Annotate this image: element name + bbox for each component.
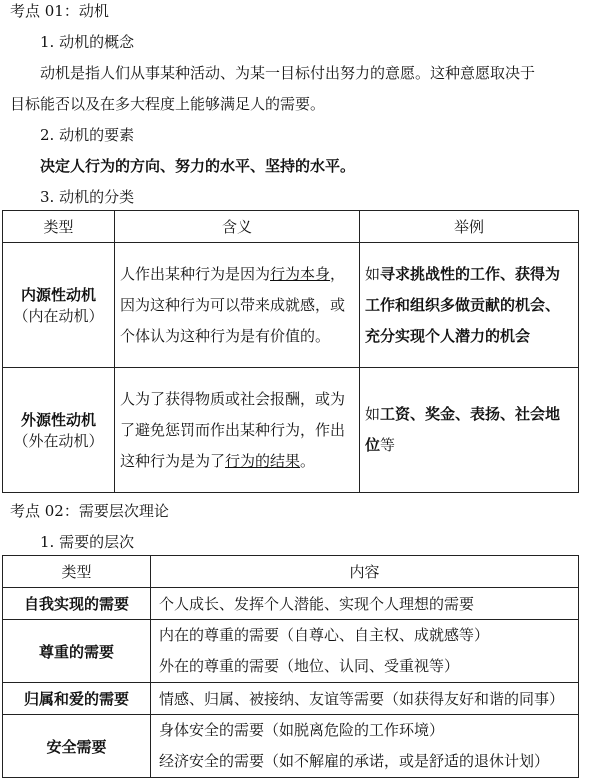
meaning-pre: 人为了获得物质或社会报酬，或为了避免惩罚而作出某种行为，作出这种行为是为了: [120, 389, 346, 470]
table1-header-example: 举例: [360, 211, 579, 243]
meaning-post: 。: [300, 451, 316, 470]
section1-sub3: 3. 动机的分类: [40, 188, 135, 206]
need-content: [151, 620, 579, 683]
motivation-meaning-cell: [115, 243, 360, 368]
motivation-elements: 决定人行为的方向、努力的水平、坚持的水平。: [40, 157, 356, 175]
concept-para-line2: 目标能否以及在多大程度上能够满足人的需要。: [10, 95, 326, 113]
motivation-example: [360, 397, 578, 463]
table-row: [3, 368, 579, 493]
table2-header-row: [3, 556, 579, 588]
example-post: 等: [380, 436, 396, 454]
table-row: [3, 620, 579, 683]
table-row: [3, 243, 579, 368]
motivation-type-cell: [3, 368, 115, 493]
table-row: [3, 588, 579, 620]
meaning-underlined: 行为的结果: [225, 451, 301, 470]
table-row: [3, 683, 579, 715]
section2-sub1: 1. 需要的层次: [40, 533, 135, 551]
table2-header-content: 内容: [151, 556, 579, 588]
meaning-pre: 人作出某种行为是因为: [120, 264, 271, 283]
motivation-example-cell: [360, 368, 579, 493]
need-content-line: 外在的尊重的需要（地位、认同、受重视等）: [159, 657, 460, 675]
motivation-example: [360, 257, 578, 354]
section1-sub2: 2. 动机的要素: [40, 126, 135, 144]
section1-sub1: 1. 动机的概念: [40, 33, 135, 51]
needs-hierarchy-table: [2, 555, 579, 778]
motivation-example-cell: [360, 243, 579, 368]
need-content: [151, 715, 579, 778]
example-bold: 工资、奖金、表扬、社会地位: [365, 405, 561, 454]
table1-header-meaning: 含义: [115, 211, 360, 243]
table2-header-type: 类型: [3, 556, 151, 588]
motivation-meaning-cell: [115, 368, 360, 493]
meaning-underlined: 行为本身: [270, 264, 331, 283]
section1-heading: 考点 01：动机: [10, 2, 109, 20]
need-content-line: 经济安全的需要（如不解雇的承诺，或是舒适的退休计划）: [159, 752, 550, 770]
table1-header-type: 类型: [3, 211, 115, 243]
example-pre: 如: [365, 405, 381, 423]
motivation-type-cell: [3, 243, 115, 368]
need-content: 情感、归属、被接纳、友谊等需要（如获得友好和谐的同事）: [151, 683, 579, 715]
need-type: 尊重的需要: [3, 620, 151, 683]
motivation-type-name: 外源性动机: [20, 411, 96, 429]
motivation-type-alt: （外在动机）: [13, 432, 104, 450]
need-content-line: 内在的尊重的需要（自尊心、自主权、成就感等）: [159, 626, 490, 644]
motivation-type-name: 内源性动机: [20, 286, 96, 304]
motivation-meaning: [115, 257, 359, 354]
meaning-post: ，因为这种行为可以带来成就感，或个体认为这种行为是有价值的。: [120, 264, 346, 345]
need-type: 安全需要: [3, 715, 151, 778]
table-row: [3, 715, 579, 778]
table1-header-row: [3, 211, 579, 243]
need-type: 自我实现的需要: [3, 588, 151, 620]
example-bold: 寻求挑战性的工作、获得为工作和组织多做贡献的机会、充分实现个人潜力的机会: [365, 264, 561, 345]
concept-para-line1: 动机是指人们从事某种活动、为某一目标付出努力的意愿。这种意愿取决于: [40, 64, 536, 82]
section2-heading: 考点 02：需要层次理论: [10, 502, 169, 520]
need-content-line: 身体安全的需要（如脱离危险的工作环境）: [159, 721, 445, 739]
example-pre: 如: [365, 264, 381, 283]
motivation-meaning: [115, 382, 359, 479]
motivation-type-alt: （内在动机）: [13, 307, 104, 325]
need-content: 个人成长、发挥个人潜能、实现个人理想的需要: [151, 588, 579, 620]
motivation-types-table: [2, 210, 579, 493]
need-type: 归属和爱的需要: [3, 683, 151, 715]
